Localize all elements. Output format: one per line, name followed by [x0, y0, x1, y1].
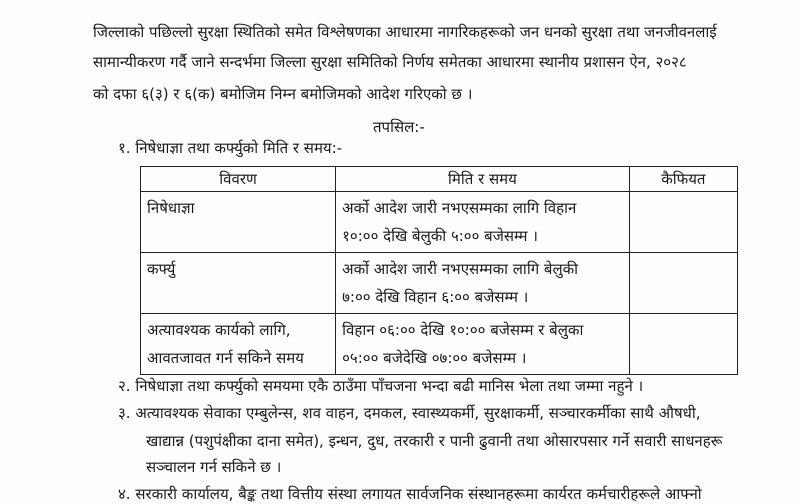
intro-line-1: जिल्लाको पछिल्लो सुरक्षा स्थितिको समेत विश्लेषणका आधारमा नागरिकहरूको जन धनको सुरक्षा तथा जनजीवनलाई [93, 23, 717, 41]
item-3-line-2: खाद्यान्न (पशुपंक्षीका दाना समेत), इन्धन, दुध, तरकारी र पानी ढुवानी तथा ओसारपसार गर्ने सवारी साधनहरू [146, 432, 723, 450]
item-3-line-3: सञ्चालन गर्न सकिने छ । [146, 458, 282, 476]
time-line: ७:०० देखि विहान ६:०० बजेसम्म । [342, 288, 529, 306]
row-description [141, 192, 336, 253]
row-time [336, 253, 630, 314]
time-line: विहान ०६:०० देखि १०:०० बजेसम्म र बेलुका [342, 321, 584, 339]
schedule-table [140, 166, 738, 375]
description-line: निषेधाज्ञा [147, 199, 195, 217]
row-description [141, 314, 336, 375]
row-remark [629, 314, 737, 375]
time-line: ०५:०० बजेदेखि ०७:०० बजेसम्म । [342, 349, 527, 367]
row-remark [629, 253, 737, 314]
row-time [336, 314, 630, 375]
row-time [336, 192, 630, 253]
intro-line-2: सामान्यीकरण गर्दै जाने सन्दर्भमा जिल्ला सुरक्षा समितिको निर्णय समेतका आधारमा स्थानीय प्रशासन ऐन, २०२८ [93, 53, 687, 71]
item-3-line-1: ३. अत्यावश्यक सेवाका एम्बुलेन्स, शव वाहन, दमकल, स्वास्थ्यकर्मी, सुरक्षाकर्मी, सञ्चारकर्मीका साथै औषधी, [118, 404, 701, 422]
time-line: १०:०० देखि बेलुकी ५:०० बजेसम्म । [342, 227, 538, 245]
description-line: आवतजावत गर्न सकिने समय [147, 349, 304, 367]
row-description [141, 253, 336, 314]
schedule-heading: तपसिल:- [373, 118, 425, 136]
header-remarks: कैफियत [629, 167, 737, 192]
intro-line-3: को दफा ६(३) र ६(क) बमोजिम निम्न बमोजिमको आदेश गरिएको छ । [93, 85, 473, 103]
table-row [141, 314, 738, 375]
header-date-time: मिति र समय [336, 167, 630, 192]
description-line: अत्यावश्यक कार्यको लागि, [147, 321, 291, 339]
table-row [141, 253, 738, 314]
item-2: २. निषेधाज्ञा तथा कर्फ्युको समयमा एकै ठाउँमा पाँचजना भन्दा बढी मानिस भेला तथा जम्मा नहुने । [118, 377, 644, 395]
item-4: ४. सरकारी कार्यालय, बैङ्क तथा वित्तीय संस्था लगायत सार्वजनिक संस्थानहरूमा कार्यरत कर्मचारीहरूले आफ्नो [118, 485, 702, 503]
description-line: कर्फ्यु [147, 260, 176, 278]
table-header-row [141, 167, 738, 192]
time-line: अर्को आदेश जारी नभएसम्मका लागि बेलुकी [342, 260, 579, 278]
time-line: अर्को आदेश जारी नभएसम्मका लागि विहान [342, 199, 577, 217]
header-description: विवरण [141, 167, 336, 192]
table-row [141, 192, 738, 253]
item-1: १. निषेधाज्ञा तथा कर्फ्युको मिति र समय:- [118, 139, 343, 157]
row-remark [629, 192, 737, 253]
